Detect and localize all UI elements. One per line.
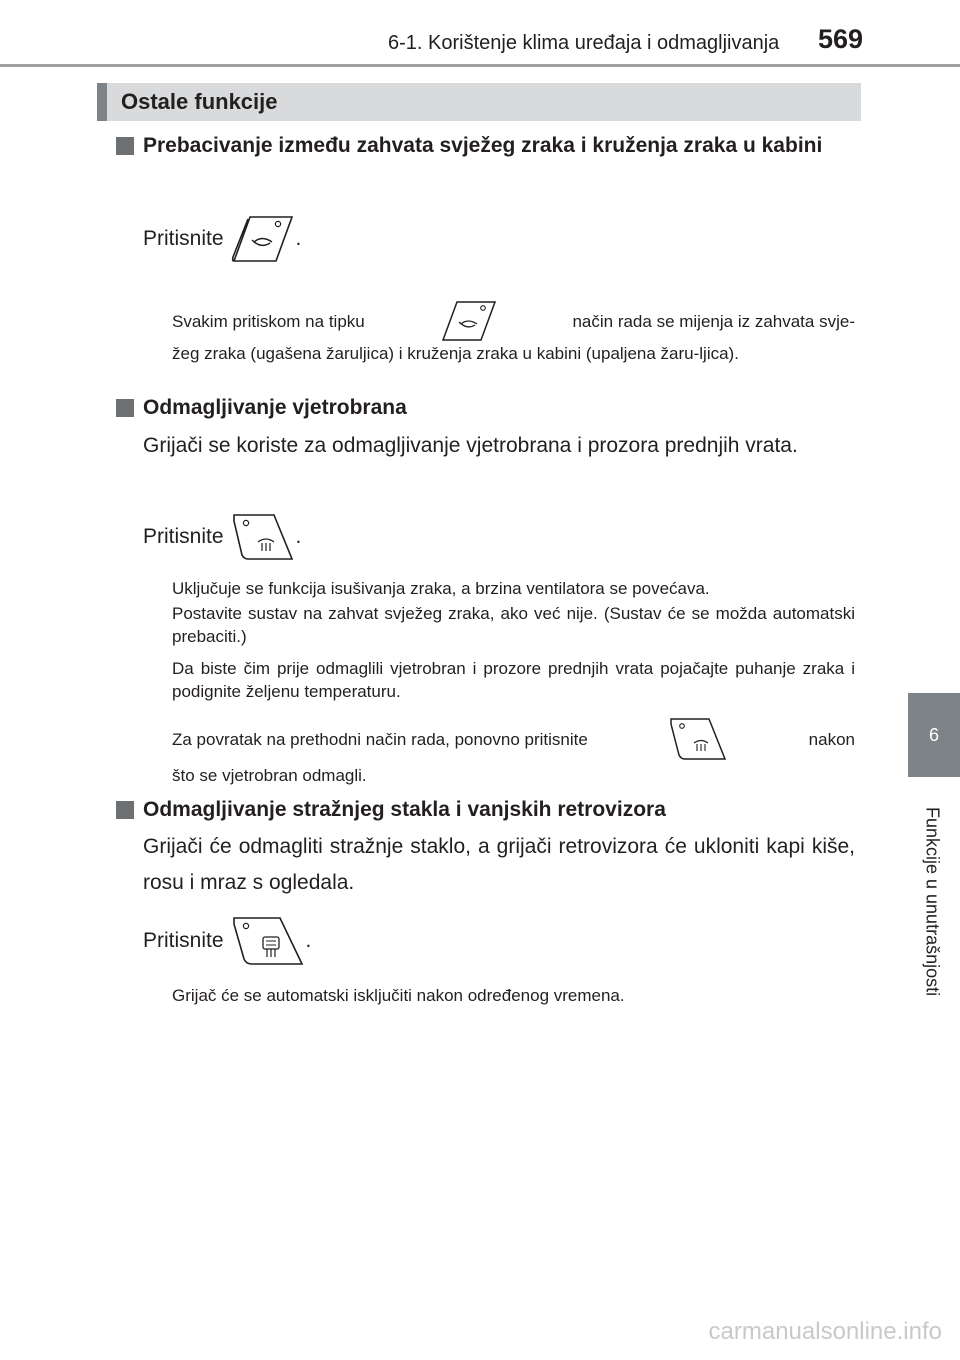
chapter-tab[interactable] xyxy=(908,693,960,777)
note-windshield-1: Uključuje se funkcija isušivanja zraka, a brzina ventilatora se povećava. xyxy=(172,579,710,598)
press-label: Pritisnite xyxy=(143,227,224,250)
page-number: 569 xyxy=(818,24,864,54)
note-text: nakon xyxy=(808,729,855,749)
section-title-bar xyxy=(97,83,861,121)
windshield-defogger-button-icon xyxy=(667,716,729,762)
note-windshield-4 xyxy=(172,716,855,762)
press-end: . xyxy=(295,227,302,250)
square-bullet-icon xyxy=(116,137,134,155)
note-windshield-3: Da biste čim prije odmaglili vjetrobran i prozore prednjih vrata pojačajte puhanje zraka i podignite željenu temperaturu. xyxy=(172,659,855,701)
item-heading-rear-window: Odmagljivanje stražnjeg stakla i vanjskih retrovizora xyxy=(143,798,666,821)
chapter-title: Funkcije u unutrašnjosti xyxy=(922,807,943,997)
body-rear-window: Grijači će odmagliti stražnje staklo, a grijači retrovizora će ukloniti kapi kiše, rosu i mraz s ogledala. xyxy=(143,835,855,894)
note-recirculation-line2: žeg zraka (ugašena žaruljica) i kruženja zraka u kabini (upaljena žaru-ljica). xyxy=(172,344,739,363)
square-bullet-icon xyxy=(116,399,134,417)
running-header-title: 6-1. Korištenje klima uređaja i odmagljivanja xyxy=(388,32,780,54)
press-instruction-rear-window xyxy=(143,915,311,967)
note-recirculation-line1 xyxy=(172,299,855,343)
air-recirculation-button-icon xyxy=(440,299,498,343)
press-instruction-recirculation xyxy=(143,214,301,264)
header-rule xyxy=(0,64,960,67)
item-heading-recirculation: Prebacivanje između zahvata svježeg zraka i kruženja zraka u kabini xyxy=(143,134,823,157)
press-label: Pritisnite xyxy=(143,929,224,952)
note-text: Svakim pritiskom na tipku xyxy=(172,311,365,331)
press-label: Pritisnite xyxy=(143,525,224,548)
air-recirculation-button-icon xyxy=(230,214,296,264)
note-text: Za povratak na prethodni način rada, ponovno pritisnite xyxy=(172,729,588,749)
note-windshield-2: Postavite sustav na zahvat svježeg zraka, ako već nije. (Sustav će se možda automatski prebaciti.) xyxy=(172,604,855,646)
section-title: Ostale funkcije xyxy=(121,89,278,114)
item-heading-windshield: Odmagljivanje vjetrobrana xyxy=(143,396,407,419)
chapter-number: 6 xyxy=(928,724,939,745)
press-end: . xyxy=(305,929,312,952)
chapter-side-label xyxy=(918,782,946,1022)
watermark: carmanualsonline.info xyxy=(708,1318,942,1345)
square-bullet-icon xyxy=(116,801,134,819)
press-end: . xyxy=(295,525,302,548)
windshield-defogger-button-icon xyxy=(230,512,296,562)
note-windshield-5: što se vjetrobran odmagli. xyxy=(172,766,367,785)
rear-window-defogger-button-icon xyxy=(230,915,306,967)
body-windshield: Grijači se koriste za odmagljivanje vjetrobrana i prozora prednjih vrata. xyxy=(143,434,798,457)
note-text: način rada se mijenja iz zahvata svje- xyxy=(572,311,855,331)
note-rear-window-1: Grijač će se automatski isključiti nakon određenog vremena. xyxy=(172,986,625,1005)
press-instruction-windshield xyxy=(143,512,301,562)
